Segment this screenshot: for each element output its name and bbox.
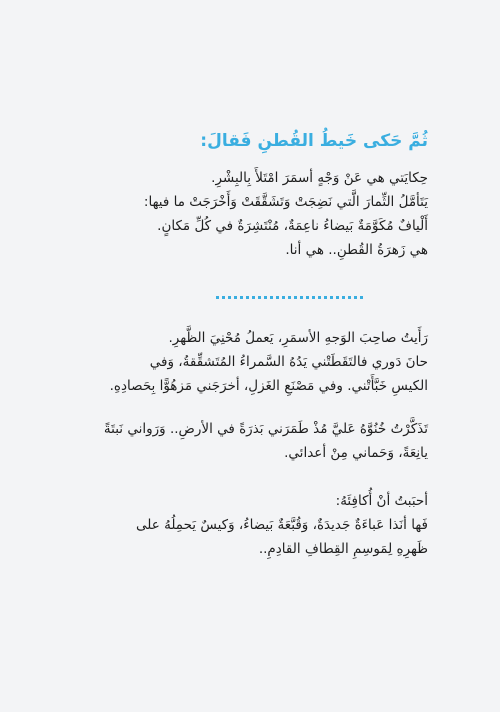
text-line: حِكايَتي هي عَنْ وَجْهٍ أسمَرَ امْتَلأَ بِالبِشْرِ.: [211, 170, 428, 186]
paragraph-3: [68, 417, 428, 465]
paragraph-1: [68, 166, 428, 262]
text-line: رَأَيتُ صاحِبَ الوَجهِ الأسمَرِ، يَعملُ مُحْنِيَ الظَّهرِ.: [168, 330, 428, 346]
text-line: أَلْيافٌ مُكَوَّمَةٌ بَيضاءُ ناعِمَةٌ، مُنْتَشِرَةٌ في كُلِّ مَكانٍ.: [157, 218, 428, 234]
text-line: هي زَهرَةُ القُطنِ.. هي أنا.: [285, 242, 428, 258]
dotted-divider: [216, 296, 363, 299]
text-line: ظَهرِهِ لِمَوسِمِ القِطافِ القادِمِ..: [258, 541, 428, 557]
text-line: حانَ دَوري فالتَقَطَتْني يَدُهُ السَّمراءُ المُتَشقِّقةُ، وَفي: [149, 354, 428, 370]
text-line: يانِعَةً، وَحَماني مِنْ أعدائي.: [284, 445, 428, 461]
text-line: تَذَكَّرْتُ خُنُوَّهُ عَليَّ مُذْ طَمَرَني بَذرَةً في الأرضِ.. وَرَواني نَبتَةً: [103, 421, 428, 437]
section-heading: ثُمَّ حَكى خَيطُ القُطنِ فَقالَ:: [200, 131, 428, 151]
text-line: أحبَبتُ أنْ أُكافِئَهُ:: [335, 493, 428, 509]
text-line: فَها أنَذا عَباءَةٌ جَديدَةٌ، وَقُبَّعَةٌ بَيضاءُ، وَكيسٌ يَحمِلُهُ على: [136, 517, 428, 533]
paragraph-2: [68, 326, 428, 398]
text-line: الكيسِ خَبَّأَتْني. وفي مَصْنَعِ الغَزلِ، أخرَجَني مَزهُوًّا بِحَصادِهِ.: [109, 378, 428, 394]
text-line: يَتَأمَّلُ الثِّمارَ الَّتي نَضِجَتْ وَتَشَقَّقَتْ وَأَخْرَجَتْ ما فيها:: [143, 194, 428, 210]
paragraph-4: [68, 489, 428, 561]
